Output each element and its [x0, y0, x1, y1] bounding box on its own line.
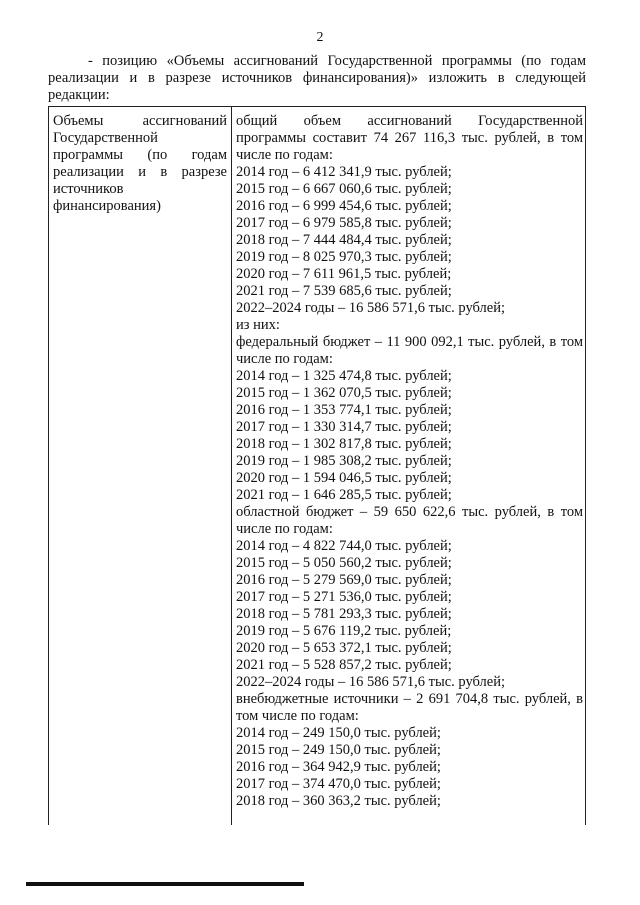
list-item: 2020 год – 1 594 046,5 тыс. рублей;: [236, 470, 452, 486]
list-item: 2019 год – 1 985 308,2 тыс. рублей;: [236, 453, 452, 469]
list-item: 2015 год – 5 050 560,2 тыс. рублей;: [236, 555, 452, 571]
federal-summary: федеральный бюджет – 11 900 092,1 тыс. рублей, в том числе по годам:: [236, 334, 583, 367]
list-item: 2016 год – 5 279 569,0 тыс. рублей;: [236, 572, 452, 588]
list-item: 2021 год – 5 528 857,2 тыс. рублей;: [236, 657, 452, 673]
total-years: [236, 164, 583, 317]
list-item: 2015 год – 249 150,0 тыс. рублей;: [236, 742, 441, 758]
list-item: 2017 год – 6 979 585,8 тыс. рублей;: [236, 215, 452, 231]
list-item: 2015 год – 1 362 070,5 тыс. рублей;: [236, 385, 452, 401]
extrabudgetary-summary: внебюджетные источники – 2 691 704,8 тыс. рублей, в том числе по годам:: [236, 691, 583, 724]
footer-rule: [26, 882, 304, 886]
list-item: 2017 год – 374 470,0 тыс. рублей;: [236, 776, 441, 792]
list-item: 2015 год – 6 667 060,6 тыс. рублей;: [236, 181, 452, 197]
intro-paragraph: - позицию «Объемы ассигнований Государственной программы (по годам реализации и в разрезе источников финансирования)» изложить в следующей редакции:: [48, 53, 586, 103]
list-item: 2018 год – 1 302 817,8 тыс. рублей;: [236, 436, 452, 452]
list-item: 2021 год – 1 646 285,5 тыс. рублей;: [236, 487, 452, 503]
page-number: 2: [316, 30, 324, 45]
list-item: 2014 год – 1 325 474,8 тыс. рублей;: [236, 368, 452, 384]
regional-years: [236, 538, 583, 691]
extrabudgetary-years: [236, 725, 583, 810]
list-item: 2017 год – 1 330 314,7 тыс. рублей;: [236, 419, 452, 435]
list-item: 2016 год – 364 942,9 тыс. рублей;: [236, 759, 441, 775]
list-item: 2022–2024 годы – 16 586 571,6 тыс. рублей;: [236, 300, 506, 316]
list-item: 2018 год – 5 781 293,3 тыс. рублей;: [236, 606, 452, 622]
list-item: 2017 год – 5 271 536,0 тыс. рублей;: [236, 589, 452, 605]
list-item: 2019 год – 5 676 119,2 тыс. рублей;: [236, 623, 452, 639]
list-item: 2020 год – 7 611 961,5 тыс. рублей;: [236, 266, 452, 282]
list-item: 2022–2024 годы – 16 586 571,6 тыс. рублей;: [236, 674, 506, 690]
list-item: 2018 год – 360 363,2 тыс. рублей;: [236, 793, 441, 809]
left-cell-text: Объемы ассигнований Государственной программы (по годам реализации и в разрезе источников финансирования): [53, 113, 227, 214]
financing-table: [48, 106, 586, 825]
list-item: 2019 год – 8 025 970,3 тыс. рублей;: [236, 249, 452, 265]
table-left-cell: [49, 107, 232, 825]
list-item: 2016 год – 1 353 774,1 тыс. рублей;: [236, 402, 452, 418]
list-item: 2018 год – 7 444 484,4 тыс. рублей;: [236, 232, 452, 248]
total-summary: общий объем ассигнований Государственной программы составит 74 267 116,3 тыс. рублей, в том числе по годам:: [236, 113, 583, 163]
list-item: 2014 год – 4 822 744,0 тыс. рублей;: [236, 538, 452, 554]
list-item: 2016 год – 6 999 454,6 тыс. рублей;: [236, 198, 452, 214]
list-item: 2014 год – 6 412 341,9 тыс. рублей;: [236, 164, 452, 180]
table-right-cell: [232, 107, 585, 825]
regional-summary: областной бюджет – 59 650 622,6 тыс. рублей, в том числе по годам:: [236, 504, 583, 537]
list-item: 2014 год – 249 150,0 тыс. рублей;: [236, 725, 441, 741]
list-item: 2020 год – 5 653 372,1 тыс. рублей;: [236, 640, 452, 656]
of-them-label: из них:: [236, 317, 280, 333]
federal-years: [236, 368, 583, 504]
list-item: 2021 год – 7 539 685,6 тыс. рублей;: [236, 283, 452, 299]
